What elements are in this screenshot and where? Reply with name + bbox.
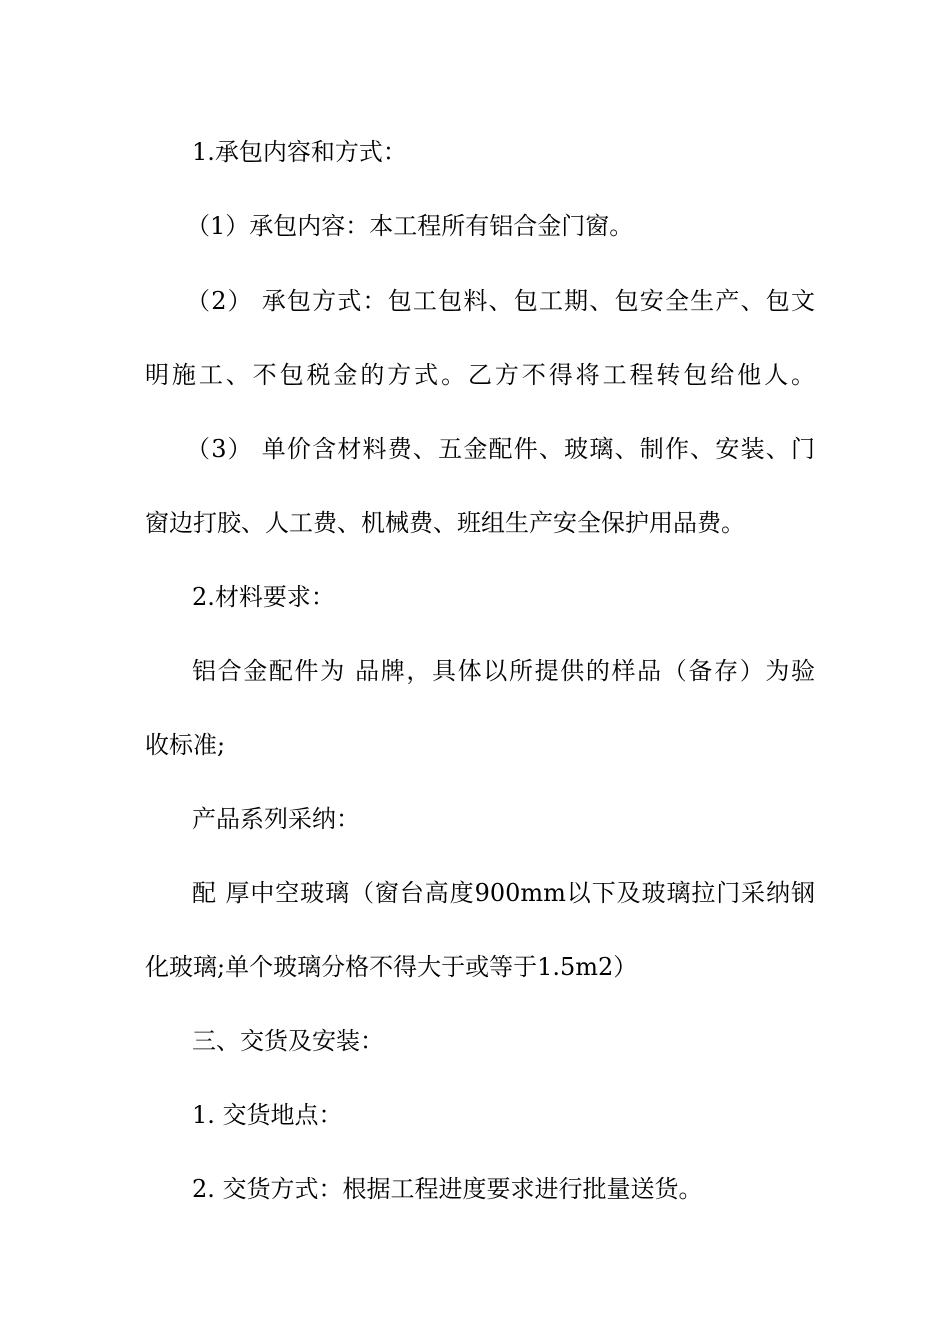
paragraph-line: （1）承包内容：本工程所有铝合金门窗。 bbox=[186, 212, 634, 240]
section-heading-material-requirements: 2.材料要求： bbox=[192, 583, 335, 611]
paragraph-line: 铝合金配件为 品牌，具体以所提供的样品（备存）为验 bbox=[192, 657, 815, 685]
paragraph-line: 2. 交货方式：根据工程进度要求进行批量送货。 bbox=[192, 1175, 703, 1203]
paragraph-line: 明施工、不包税金的方式。乙方不得将工程转包给他人。 bbox=[145, 361, 815, 389]
paragraph-line: 化玻璃;单个玻璃分格不得大于或等于1.5m2） bbox=[145, 953, 638, 981]
paragraph-line: 配 厚中空玻璃（窗台高度900mm以下及玻璃拉门采纳钢 bbox=[192, 879, 815, 907]
paragraph-line: 产品系列采纳： bbox=[192, 805, 360, 833]
paragraph-line: 窗边打胶、人工费、机械费、班组生产安全保护用品费。 bbox=[145, 509, 745, 537]
section-heading-delivery: 三、交货及安装： bbox=[192, 1027, 384, 1055]
paragraph-line: （3） 单价含材料费、五金配件、玻璃、制作、安装、门 bbox=[186, 435, 815, 463]
paragraph-line: （2） 承包方式：包工包料、包工期、包安全生产、包文 bbox=[186, 287, 815, 315]
paragraph-line: 收标准; bbox=[145, 731, 226, 759]
section-heading-contract-content: 1.承包内容和方式： bbox=[192, 138, 407, 166]
paragraph-line: 1. 交货地点： bbox=[192, 1101, 343, 1129]
